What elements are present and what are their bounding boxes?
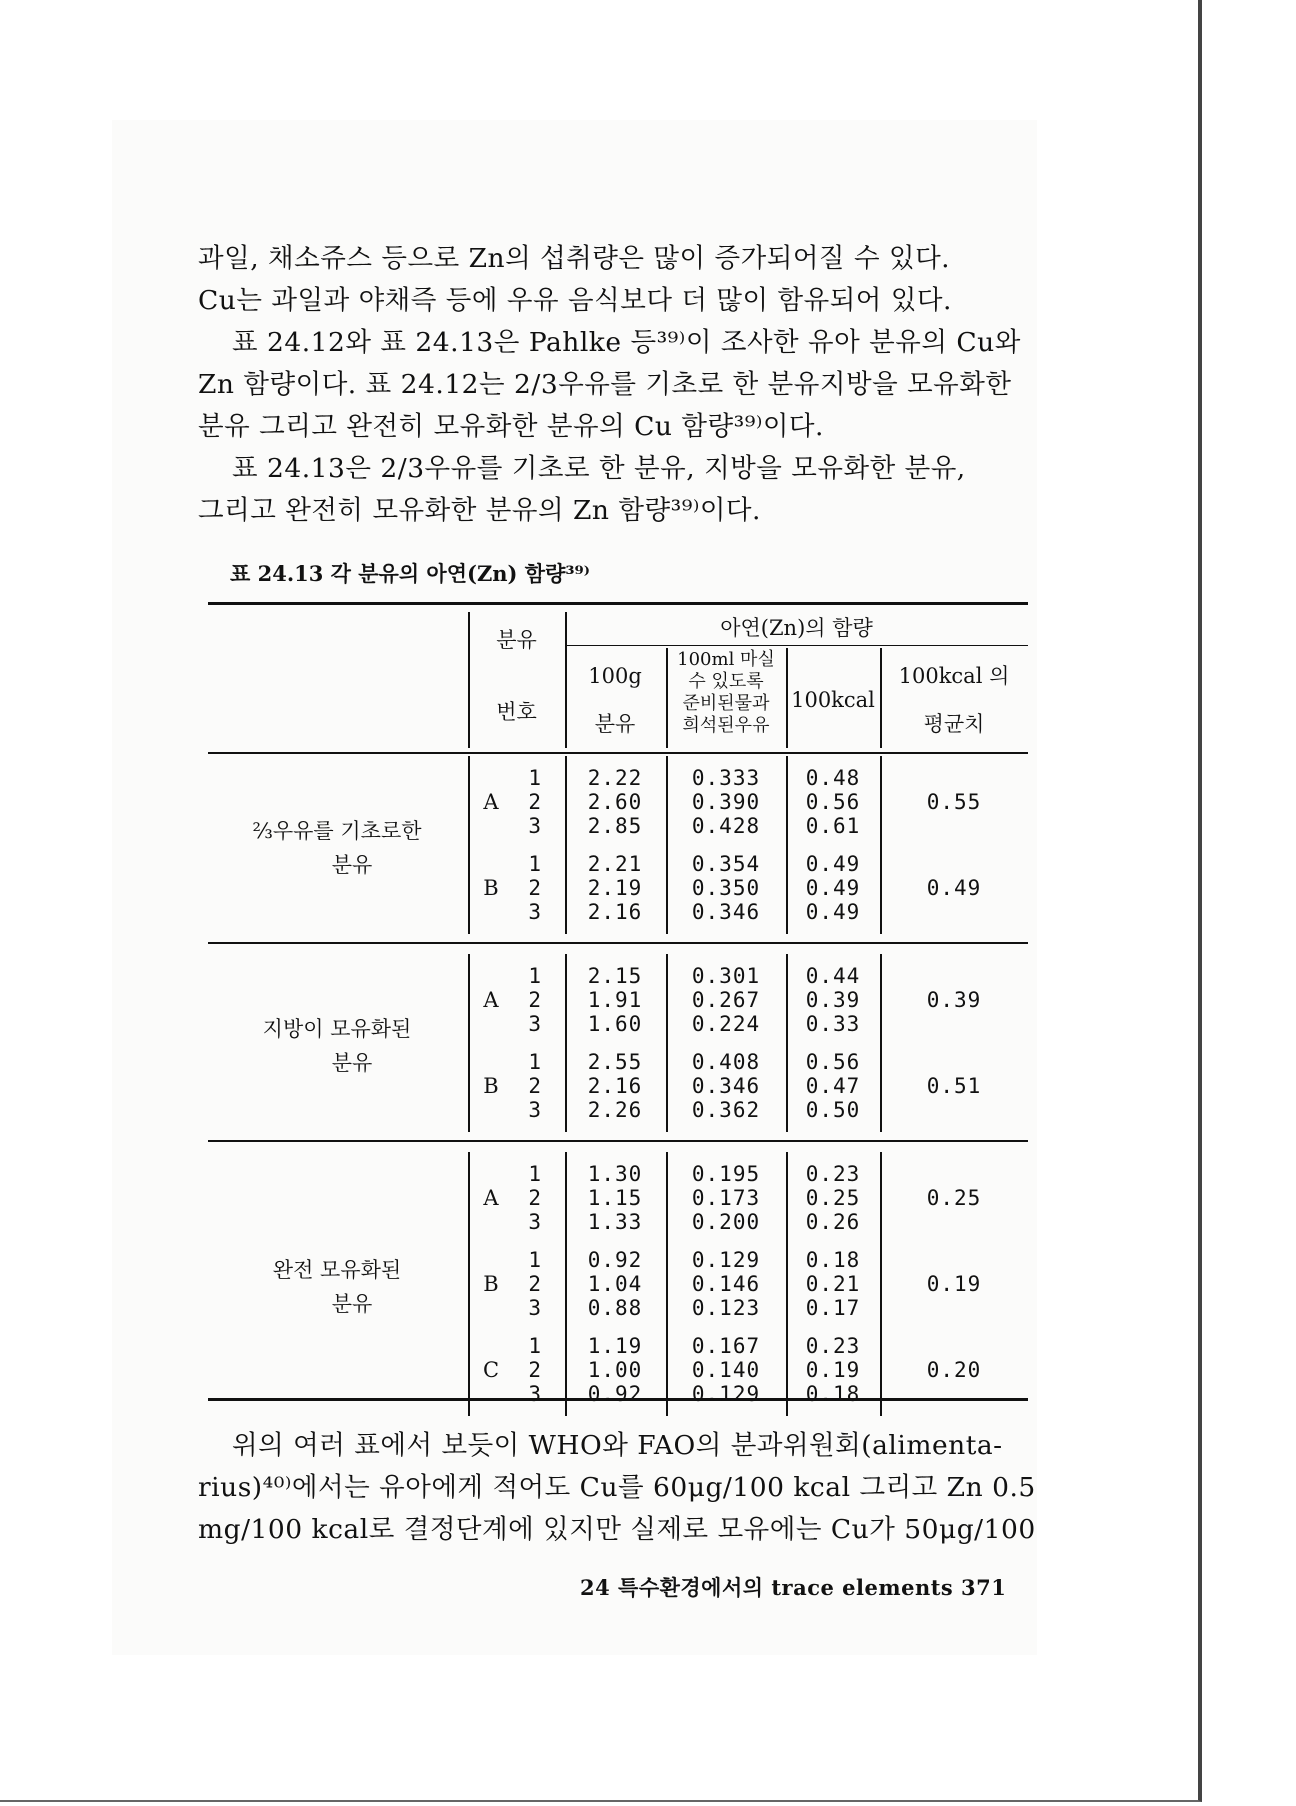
value-100ml: 0.301 — [691, 964, 761, 988]
body-column-rule — [666, 1152, 668, 1416]
header-number-label: 번호 — [496, 700, 537, 724]
header-100ml-line: 100ml 마실 — [677, 649, 775, 670]
body-column-rule — [468, 954, 470, 1132]
value-100ml: 0.354 — [691, 852, 761, 876]
value-100ml: 0.346 — [691, 1074, 761, 1098]
header-formula-label: 분유 — [496, 628, 537, 652]
product-letter: B — [483, 876, 499, 900]
header-column-rule — [880, 648, 882, 748]
body-column-rule — [880, 954, 882, 1132]
value-100ml: 0.146 — [691, 1272, 761, 1296]
value-100kcal: 0.19 — [805, 1358, 861, 1382]
value-100ml: 0.267 — [691, 988, 761, 1012]
value-100g: 1.00 — [587, 1358, 643, 1382]
closing-text — [198, 1425, 1036, 1551]
text-line: 과일, 채소쥬스 등으로 Zn의 섭취량은 많이 증가되어질 수 있다. — [198, 243, 951, 274]
header-100ml-line: 준비된물과 — [682, 693, 770, 714]
group-label: ⅔우유를 기초로한 — [252, 819, 422, 843]
text-line: 표 24.12와 표 24.13은 Pahlke 등³⁹⁾이 조사한 유아 분유의 Cu와 — [232, 327, 1021, 358]
group-label: 분유 — [331, 1051, 373, 1075]
value-100kcal: 0.33 — [805, 1012, 861, 1036]
body-column-rule — [880, 756, 882, 934]
text-line: 분유 그리고 완전히 모유화한 분유의 Cu 함량³⁹⁾이다. — [198, 411, 824, 442]
value-100kcal: 0.44 — [805, 964, 861, 988]
value-100g: 1.19 — [587, 1334, 643, 1358]
value-100kcal: 0.39 — [805, 988, 861, 1012]
row-index: 3 — [528, 1012, 542, 1036]
row-index: 2 — [528, 790, 542, 814]
header-zinc-group: 아연(Zn)의 함량 — [720, 616, 873, 640]
header-bottom-rule — [208, 752, 1028, 754]
table-top-rule — [208, 602, 1028, 605]
value-100g: 0.92 — [587, 1382, 643, 1406]
value-avg: 0.39 — [926, 988, 982, 1012]
group-label: 완전 모유화된 — [272, 1258, 402, 1282]
body-column-rule — [666, 954, 668, 1132]
row-index: 2 — [528, 876, 542, 900]
row-index: 1 — [528, 1050, 542, 1074]
value-100ml: 0.408 — [691, 1050, 761, 1074]
row-index: 1 — [528, 852, 542, 876]
value-avg: 0.51 — [926, 1074, 982, 1098]
header-column-rule — [666, 648, 668, 748]
product-letter: B — [483, 1272, 499, 1296]
value-100kcal: 0.61 — [805, 814, 861, 838]
value-100kcal: 0.47 — [805, 1074, 861, 1098]
value-100kcal: 0.50 — [805, 1098, 861, 1122]
product-letter: A — [483, 790, 499, 814]
value-100kcal: 0.21 — [805, 1272, 861, 1296]
value-100ml: 0.129 — [691, 1382, 761, 1406]
value-100g: 1.33 — [587, 1210, 643, 1234]
text-line: 위의 여러 표에서 보듯이 WHO와 FAO의 분과위원회(alimenta- — [232, 1430, 1003, 1461]
product-letter: B — [483, 1074, 499, 1098]
value-100ml: 0.350 — [691, 876, 761, 900]
value-100ml: 0.333 — [691, 766, 761, 790]
value-100g: 0.92 — [587, 1248, 643, 1272]
value-100kcal: 0.49 — [805, 900, 861, 924]
row-index: 3 — [528, 1382, 542, 1406]
body-column-rule — [468, 756, 470, 934]
value-100ml: 0.428 — [691, 814, 761, 838]
value-avg: 0.19 — [926, 1272, 982, 1296]
header-column-rule — [565, 612, 567, 748]
header-100ml-line: 수 있도록 — [688, 671, 764, 692]
group-label: 분유 — [331, 853, 373, 877]
text-line: 표 24.13은 2/3우유를 기초로 한 분유, 지방을 모유화한 분유, — [232, 453, 966, 484]
text-line: rius)⁴⁰⁾에서는 유아에게 적어도 Cu를 60μg/100 kcal 그리고 Zn 0.5 — [198, 1472, 1036, 1503]
value-100ml: 0.195 — [691, 1162, 761, 1186]
value-100kcal: 0.23 — [805, 1162, 861, 1186]
value-100kcal: 0.23 — [805, 1334, 861, 1358]
page-footer: 24 특수환경에서의 trace elements 371 — [580, 1575, 1007, 1600]
row-index: 2 — [528, 1358, 542, 1382]
value-100g: 0.88 — [587, 1296, 643, 1320]
value-100g: 2.85 — [587, 814, 643, 838]
value-100ml: 0.123 — [691, 1296, 761, 1320]
product-letter: A — [483, 988, 499, 1012]
body-column-rule — [666, 756, 668, 934]
value-100g: 2.22 — [587, 766, 643, 790]
value-100g: 2.60 — [587, 790, 643, 814]
row-index: 3 — [528, 1210, 542, 1234]
row-index: 1 — [528, 1162, 542, 1186]
group-separator-rule — [208, 942, 1028, 944]
value-100g: 1.30 — [587, 1162, 643, 1186]
value-100kcal: 0.56 — [805, 1050, 861, 1074]
body-column-rule — [565, 954, 567, 1132]
intro-text — [198, 238, 1028, 532]
value-100g: 1.91 — [587, 988, 643, 1012]
value-100kcal: 0.18 — [805, 1248, 861, 1272]
value-100ml: 0.200 — [691, 1210, 761, 1234]
row-index: 1 — [528, 766, 542, 790]
header-100kcal: 100kcal — [791, 688, 875, 712]
text-line: Zn 함량이다. 표 24.12는 2/3우유를 기초로 한 분유지방을 모유화한 — [198, 369, 1012, 400]
value-100kcal: 0.17 — [805, 1296, 861, 1320]
value-100kcal: 0.49 — [805, 852, 861, 876]
group-label: 지방이 모유화된 — [262, 1017, 412, 1041]
row-index: 1 — [528, 1334, 542, 1358]
text-line: mg/100 kcal로 결정단계에 있지만 실제로 모유에는 Cu가 50μg/100 — [198, 1514, 1036, 1545]
value-100ml: 0.167 — [691, 1334, 761, 1358]
text-line: 그리고 완전히 모유화한 분유의 Zn 함량³⁹⁾이다. — [198, 495, 761, 526]
header-column-rule — [786, 648, 788, 748]
header-avg-bottom: 평균치 — [923, 712, 985, 736]
header-group-rule — [565, 645, 1028, 646]
value-100ml: 0.346 — [691, 900, 761, 924]
value-100g: 2.16 — [587, 900, 643, 924]
value-avg: 0.25 — [926, 1186, 982, 1210]
header-avg-top: 100kcal 의 — [898, 664, 1010, 688]
header-100ml-line: 희석된우유 — [682, 715, 770, 736]
row-index: 2 — [528, 1272, 542, 1296]
body-column-rule — [880, 1152, 882, 1416]
value-100ml: 0.224 — [691, 1012, 761, 1036]
body-column-rule — [786, 1152, 788, 1416]
text-line: Cu는 과일과 야채즉 등에 우유 음식보다 더 많이 함유되어 있다. — [198, 285, 952, 316]
value-avg: 0.49 — [926, 876, 982, 900]
product-letter: C — [482, 1358, 500, 1382]
value-100kcal: 0.18 — [805, 1382, 861, 1406]
value-100g: 1.60 — [587, 1012, 643, 1036]
body-column-rule — [468, 1152, 470, 1416]
row-index: 3 — [528, 1296, 542, 1320]
value-100kcal: 0.56 — [805, 790, 861, 814]
value-100ml: 0.173 — [691, 1186, 761, 1210]
row-index: 2 — [528, 1074, 542, 1098]
body-column-rule — [786, 756, 788, 934]
row-index: 3 — [528, 1098, 542, 1122]
value-100ml: 0.129 — [691, 1248, 761, 1272]
value-100kcal: 0.49 — [805, 876, 861, 900]
product-letter: A — [483, 1186, 499, 1210]
header-100g-top: 100g — [588, 664, 642, 688]
group-separator-rule — [208, 1140, 1028, 1142]
value-100kcal: 0.25 — [805, 1186, 861, 1210]
value-100g: 1.15 — [587, 1186, 643, 1210]
row-index: 1 — [528, 964, 542, 988]
body-column-rule — [565, 1152, 567, 1416]
row-index: 1 — [528, 1248, 542, 1272]
row-index: 3 — [528, 900, 542, 924]
value-100g: 2.16 — [587, 1074, 643, 1098]
value-100ml: 0.390 — [691, 790, 761, 814]
group-label: 분유 — [331, 1292, 373, 1316]
value-100kcal: 0.48 — [805, 766, 861, 790]
value-100g: 1.04 — [587, 1272, 643, 1296]
value-100ml: 0.362 — [691, 1098, 761, 1122]
value-100g: 2.55 — [587, 1050, 643, 1074]
value-100g: 2.26 — [587, 1098, 643, 1122]
value-100ml: 0.140 — [691, 1358, 761, 1382]
body-column-rule — [565, 756, 567, 934]
header-column-rule — [468, 612, 470, 748]
body-column-rule — [786, 954, 788, 1132]
table-caption: 표 24.13 각 분유의 아연(Zn) 함량³⁹⁾ — [230, 561, 591, 586]
value-avg: 0.20 — [926, 1358, 982, 1382]
row-index: 2 — [528, 988, 542, 1012]
value-avg: 0.55 — [926, 790, 982, 814]
value-100g: 2.19 — [587, 876, 643, 900]
header-100g-bottom: 분유 — [594, 712, 636, 736]
row-index: 2 — [528, 1186, 542, 1210]
value-100g: 2.15 — [587, 964, 643, 988]
value-100kcal: 0.26 — [805, 1210, 861, 1234]
row-index: 3 — [528, 814, 542, 838]
value-100g: 2.21 — [587, 852, 643, 876]
